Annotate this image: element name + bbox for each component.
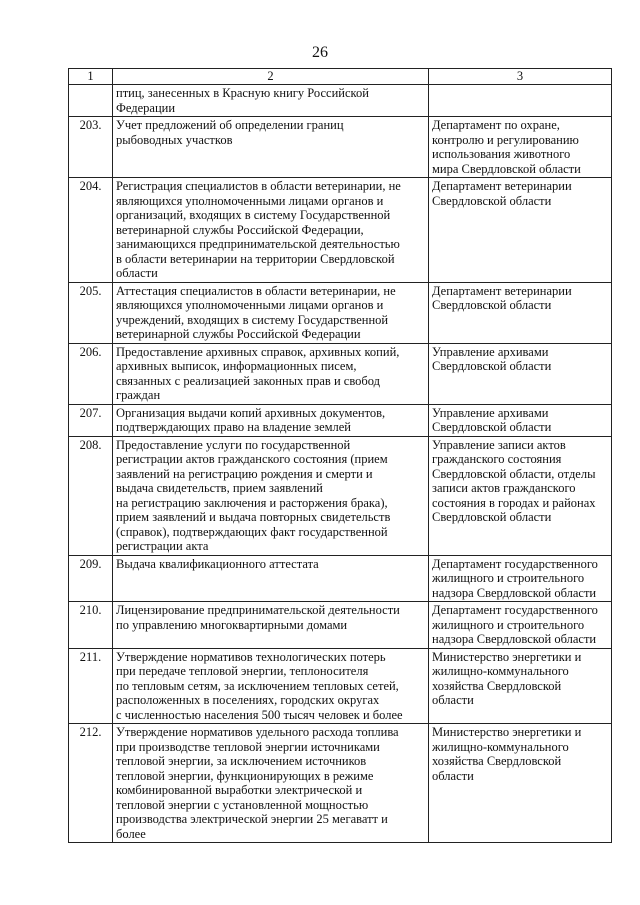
service-name-line: архивных выписок, информационных писем,	[116, 359, 357, 373]
service-name-cell	[113, 178, 429, 283]
service-name-line: области	[116, 266, 158, 280]
department-cell	[429, 724, 612, 843]
service-name-line: регистрации акта	[116, 539, 209, 553]
service-name-line: более	[116, 826, 146, 841]
service-name-line: учреждений, входящих в систему Государственной	[116, 312, 389, 327]
department-line: надзора Свердловской области	[432, 585, 597, 600]
department-line: жилищно-коммунального	[432, 739, 569, 754]
department-line: Свердловской области	[432, 420, 552, 434]
service-name-line: заявлений на регистрацию рождения и смерти и	[116, 466, 373, 481]
service-name-line: Аттестация специалистов в области ветеринарии, не	[116, 283, 396, 298]
service-name-line: Выдача квалификационного аттестата	[116, 556, 319, 571]
row-number: 207.	[69, 404, 113, 436]
service-name-line: ветеринарной службы Российской Федерации	[116, 327, 361, 341]
row-number: 206.	[69, 343, 113, 404]
service-name-line: прием заявлений и выдача повторных свидетельств	[116, 510, 391, 524]
service-name-line: выдача свидетельств, прием заявлений	[116, 481, 323, 495]
department-line: хозяйства Свердловской	[432, 678, 562, 693]
table-row	[69, 178, 612, 283]
service-name-line: Предоставление услуги по государственной	[116, 437, 351, 452]
table-row	[69, 404, 612, 436]
table-row	[69, 436, 612, 555]
column-header-service: 2	[113, 69, 429, 85]
service-name-line: при передаче тепловой энергии, теплоносителя	[116, 664, 369, 678]
table-row	[69, 602, 612, 649]
table-header-row	[69, 69, 612, 85]
department-line: хозяйства Свердловской	[432, 754, 562, 768]
department-cell	[429, 648, 612, 724]
department-line: Управление архивами	[432, 344, 549, 359]
department-cell	[429, 117, 612, 178]
service-name-line: комбинированной выработки электрической и	[116, 783, 363, 797]
page-number: 26	[312, 44, 328, 61]
department-line: Управление архивами	[432, 405, 549, 420]
service-name-cell	[113, 602, 429, 649]
row-number: 210.	[69, 602, 113, 649]
service-name-line: рыбоводных участков	[116, 132, 233, 147]
department-line: жилищного и строительного	[432, 617, 585, 632]
service-name-line: регистрации актов гражданского состояния (прием	[116, 452, 388, 466]
service-name-cell	[113, 724, 429, 843]
department-line: записи актов гражданского	[432, 481, 576, 495]
department-line: контролю и регулированию	[432, 132, 579, 147]
service-name-cell	[113, 343, 429, 404]
department-line: Департамент государственного	[432, 603, 598, 617]
service-name-cell	[113, 85, 429, 117]
service-name-line: тепловой энергии с установленной мощностью	[116, 797, 369, 812]
service-name-line: Утверждение нормативов технологических потерь	[116, 649, 386, 664]
table-row	[69, 648, 612, 724]
service-name-line: граждан	[116, 388, 161, 402]
service-name-line: Регистрация специалистов в области ветеринарии, не	[116, 179, 401, 193]
service-name-line: тепловой энергии, функционирующих в режиме	[116, 768, 374, 783]
services-table	[68, 68, 612, 843]
table-row	[69, 85, 612, 117]
department-line: Свердловской области, отделы	[432, 466, 596, 481]
department-line: жилищного и строительного	[432, 571, 585, 585]
department-line: использования животного	[432, 147, 571, 161]
department-line: Свердловской области	[432, 510, 552, 524]
department-cell	[429, 343, 612, 404]
service-name-line: птиц, занесенных в Красную книгу Российской	[116, 86, 369, 100]
service-name-line: по тепловым сетям, за исключением тепловых сетей,	[116, 678, 399, 693]
service-name-line: с численностью населения 500 тысяч человек и более	[116, 707, 403, 722]
row-number	[69, 85, 113, 117]
department-line: Департамент ветеринарии	[432, 283, 572, 298]
row-number: 204.	[69, 178, 113, 283]
row-number: 208.	[69, 436, 113, 555]
row-number: 205.	[69, 282, 113, 343]
table-row	[69, 343, 612, 404]
service-name-line: Федерации	[116, 100, 176, 115]
table-row	[69, 555, 612, 602]
row-number: 211.	[69, 648, 113, 724]
service-name-line: Предоставление архивных справок, архивных копий,	[116, 344, 400, 359]
department-line: Министерство энергетики и	[432, 725, 582, 739]
service-name-line: подтверждающих право на владение землей	[116, 420, 351, 434]
service-name-cell	[113, 648, 429, 724]
department-cell	[429, 436, 612, 555]
department-line: состояния в городах и районах	[432, 495, 596, 510]
service-name-line: в области ветеринарии на территории Свердловской	[116, 251, 395, 266]
department-cell	[429, 178, 612, 283]
department-line: надзора Свердловской области	[432, 632, 597, 646]
column-header-department: 3	[429, 69, 612, 85]
service-name-line: занимающихся предпринимательской деятельностью	[116, 237, 400, 251]
service-name-line: (справок), подтверждающих факт государственной	[116, 524, 388, 539]
service-name-line: ветеринарной службы Российской Федерации,	[116, 222, 364, 237]
column-header-number: 1	[69, 69, 113, 85]
department-cell	[429, 85, 612, 117]
department-cell	[429, 602, 612, 649]
service-name-line: расположенных в поселениях, городских округах	[116, 693, 380, 707]
department-line: мира Свердловской области	[432, 161, 581, 176]
service-name-line: Организация выдачи копий архивных документов,	[116, 405, 386, 420]
service-name-line: связанных с реализацией законных прав и свобод	[116, 373, 380, 388]
service-name-cell	[113, 282, 429, 343]
service-name-cell	[113, 404, 429, 436]
row-number: 203.	[69, 117, 113, 178]
service-name-line: при производстве тепловой энергии источниками	[116, 739, 380, 754]
service-name-line: Лицензирование предпринимательской деятельности	[116, 603, 400, 617]
table-row	[69, 724, 612, 843]
row-number: 212.	[69, 724, 113, 843]
service-name-line: тепловой энергии, за исключением источников	[116, 754, 367, 768]
service-name-line: организаций, входящих в систему Государственной	[116, 208, 391, 222]
department-line: Свердловской области	[432, 298, 552, 312]
department-line: области	[432, 768, 474, 783]
department-line: жилищно-коммунального	[432, 664, 569, 678]
service-name-cell	[113, 117, 429, 178]
service-name-line: по управлению многоквартирными домами	[116, 617, 348, 632]
department-line: Департамент по охране,	[432, 118, 560, 132]
table-row	[69, 282, 612, 343]
department-line: Свердловской области	[432, 359, 552, 373]
table-row	[69, 117, 612, 178]
department-line: Департамент ветеринарии	[432, 179, 572, 193]
service-name-line: производства электрической энергии 25 мегаватт и	[116, 812, 388, 826]
department-cell	[429, 555, 612, 602]
row-number: 209.	[69, 555, 113, 602]
service-name-line: являющихся уполномоченными лицами органов и	[116, 193, 384, 208]
department-line: Управление записи актов	[432, 437, 566, 452]
department-line: гражданского состояния	[432, 452, 562, 466]
department-line: области	[432, 693, 474, 707]
department-cell	[429, 282, 612, 343]
service-name-line: на регистрацию заключения и расторжения брака),	[116, 495, 388, 510]
department-cell	[429, 404, 612, 436]
service-name-line: являющихся уполномоченными лицами органов и	[116, 298, 384, 312]
service-name-line: Утверждение нормативов удельного расхода топлива	[116, 725, 399, 739]
service-name-cell	[113, 555, 429, 602]
department-line: Свердловской области	[432, 193, 552, 208]
service-name-line: Учет предложений об определении границ	[116, 118, 344, 132]
table-body	[69, 85, 612, 843]
department-line: Министерство энергетики и	[432, 649, 582, 664]
service-name-cell	[113, 436, 429, 555]
department-line: Департамент государственного	[432, 556, 598, 571]
